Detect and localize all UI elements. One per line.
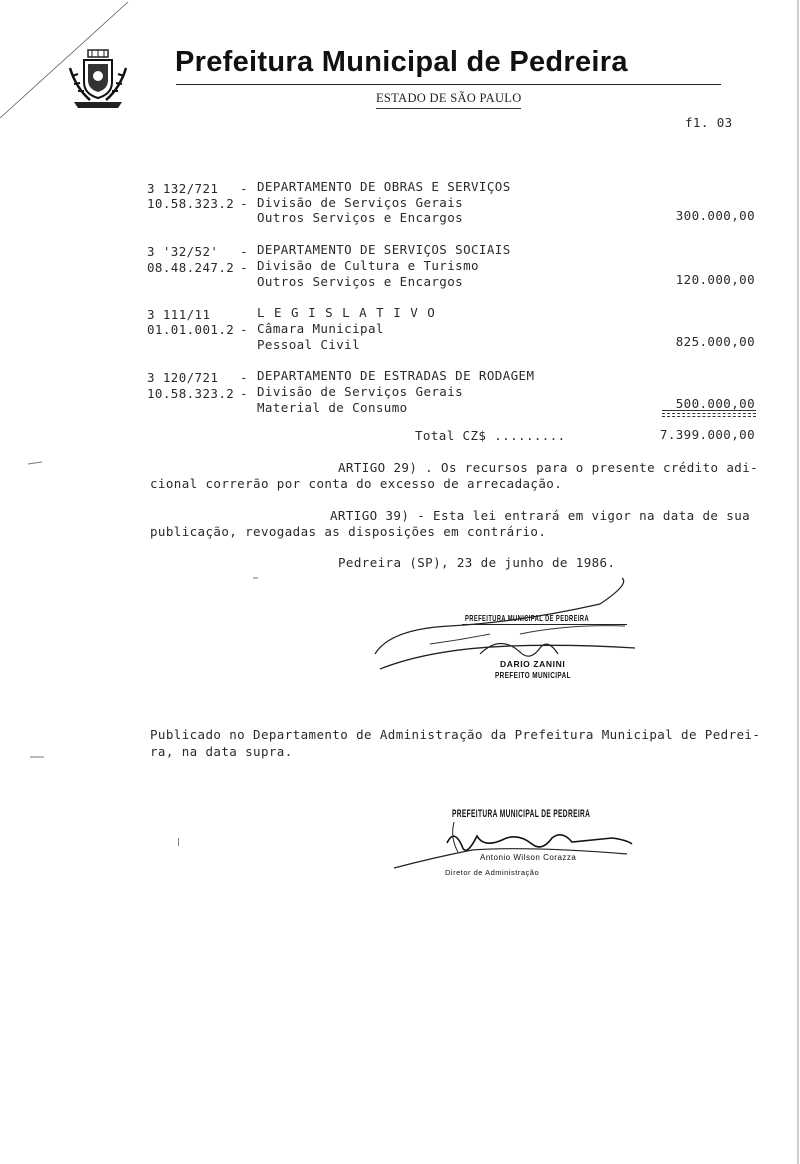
stamp-organization: PREFEITURA MUNICIPAL DE PEDREIRA: [452, 808, 591, 820]
total-value: 7.399.000,00: [659, 427, 755, 442]
stamp-signer-role: PREFEITO MUNICIPAL: [495, 671, 571, 680]
entry-division: Divisão de Cultura e Turismo: [257, 258, 479, 273]
title-rule: [176, 84, 721, 85]
entry-dash: -: [240, 370, 248, 385]
total-rule-double: [662, 413, 756, 417]
coat-of-arms-icon: [66, 48, 130, 110]
entry-code: 3 132/721: [147, 181, 219, 196]
entry-dash: -: [240, 260, 248, 275]
entry-amount: 120.000,00: [675, 272, 755, 287]
entry-division: Divisão de Serviços Gerais: [257, 195, 464, 210]
page-title: Prefeitura Municipal de Pedreira: [175, 46, 628, 78]
entry-department: DEPARTAMENTO DE ESTRADAS DE RODAGEM: [257, 368, 535, 383]
entry-item: Pessoal Civil: [257, 337, 361, 352]
publication-line-1: Publicado no Departamento de Administração da Prefeitura Municipal de Pedrei-: [150, 727, 761, 742]
date-line: Pedreira (SP), 23 de junho de 1986.: [338, 555, 616, 570]
entry-dash: -: [240, 244, 248, 259]
entry-dash: -: [240, 322, 248, 337]
entry-department: LEGISLATIVO: [257, 305, 445, 320]
article-3-line-2: publicação, revogadas as disposições em contrário.: [150, 524, 547, 539]
publication-line-2: ra, na data supra.: [150, 744, 293, 759]
entry-code: 3 111/11: [147, 307, 211, 322]
entry-division: Divisão de Serviços Gerais: [257, 384, 464, 399]
entry-dash: -: [240, 181, 248, 196]
entry-code: 3 '32/52': [147, 244, 219, 259]
entry-program-code: 01.01.001.2: [147, 322, 235, 337]
entry-program-code: 08.48.247.2: [147, 260, 235, 275]
entry-department: DEPARTAMENTO DE OBRAS E SERVIÇOS: [257, 179, 511, 194]
entry-item: Material de Consumo: [257, 400, 408, 415]
article-2-line-1: ARTIGO 29) . Os recursos para o presente crédito adi-: [338, 460, 759, 475]
entry-amount: 300.000,00: [675, 208, 755, 223]
stamp-signer-name: Antonio Wilson Corazza: [480, 853, 577, 862]
state-name: ESTADO DE SÃO PAULO: [376, 91, 522, 105]
entry-amount: 825.000,00: [675, 334, 755, 349]
article-2-line-2: cional correrão por conta do excesso de arrecadação.: [150, 476, 563, 491]
entry-dash: -: [240, 196, 248, 211]
entry-division: Câmara Municipal: [257, 321, 384, 336]
page-number: f1. 03: [685, 115, 733, 130]
entry-department: DEPARTAMENTO DE SERVIÇOS SOCIAIS: [257, 242, 511, 257]
total-rule-single: [662, 410, 756, 411]
entry-program-code: 10.58.323.2: [147, 196, 235, 211]
stamp-signer-name: DARIO ZANINI: [500, 659, 566, 669]
article-3-line-1: ARTIGO 39) - Esta lei entrará em vigor na data de sua: [330, 508, 751, 523]
entry-amount: 500.000,00: [675, 396, 755, 411]
entry-item: Outros Serviços e Encargos: [257, 274, 464, 289]
stamp-signer-role: Diretor de Administração: [445, 868, 540, 877]
stamp-organization: PREFEITURA MUNICIPAL DE PEDREIRA: [465, 613, 590, 623]
stamp-rule: [462, 624, 627, 625]
entry-code: 3 120/721: [147, 370, 219, 385]
state-underline: [376, 108, 521, 109]
total-label: Total CZ$ .........: [415, 428, 566, 443]
entry-item: Outros Serviços e Encargos: [257, 210, 464, 225]
scan-speck: [178, 838, 179, 846]
entry-dash: -: [240, 386, 248, 401]
entry-program-code: 10.58.323.2: [147, 386, 235, 401]
